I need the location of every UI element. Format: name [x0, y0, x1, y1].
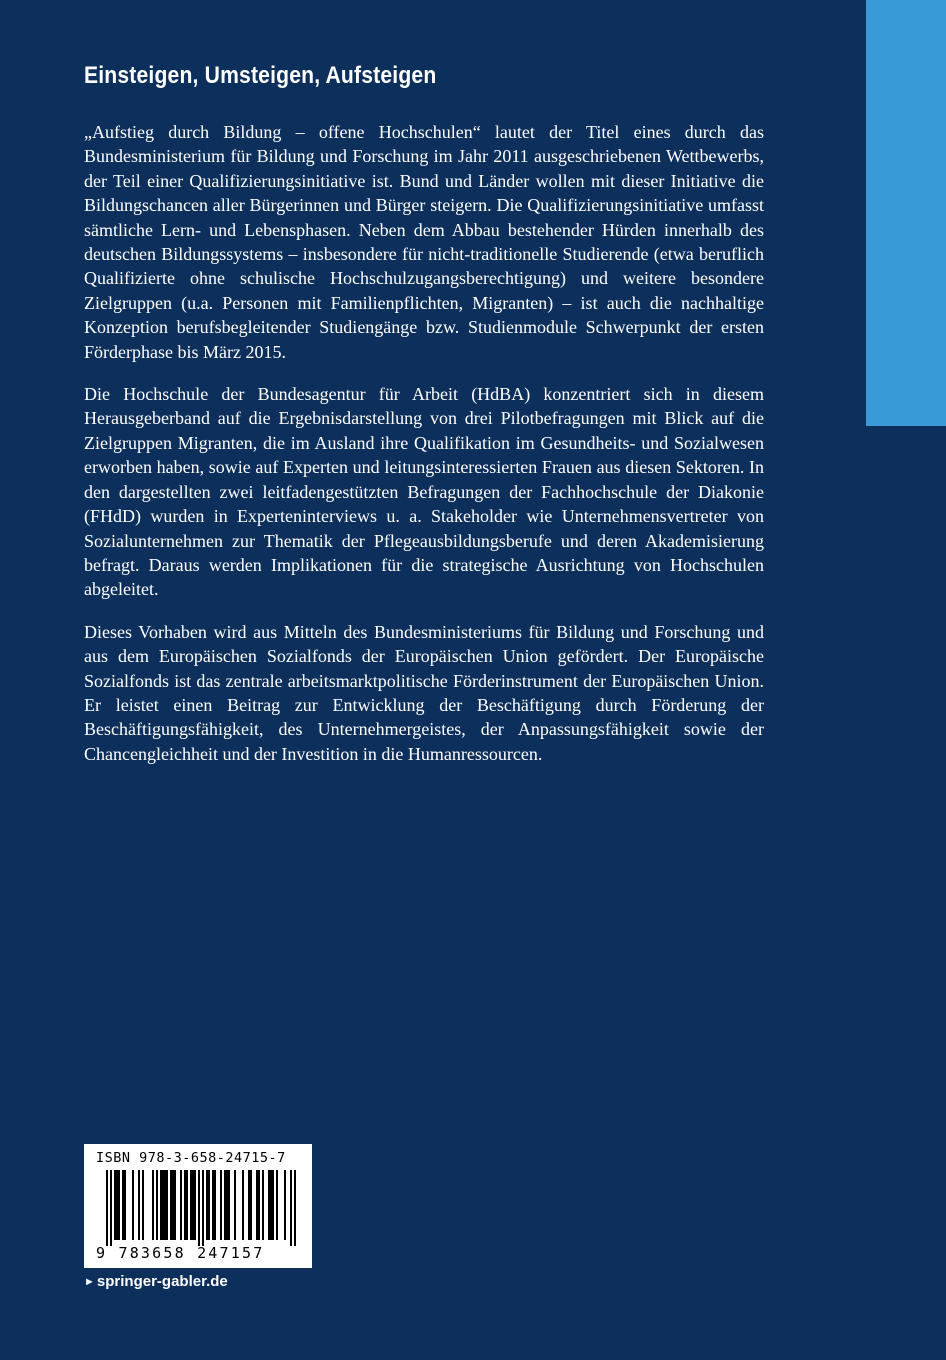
barcode-bar — [276, 1170, 278, 1240]
barcode-bar — [160, 1170, 162, 1240]
barcode-bar — [262, 1170, 264, 1240]
barcode-bar — [172, 1170, 174, 1240]
barcode-bar — [152, 1170, 154, 1240]
barcode-bar — [214, 1170, 216, 1240]
publisher-link[interactable] — [84, 1273, 228, 1290]
barcode-bar — [162, 1170, 164, 1240]
barcode-bar — [142, 1170, 144, 1240]
barcode-bar — [212, 1170, 214, 1240]
barcode-bar — [114, 1170, 116, 1240]
barcode-bar — [190, 1170, 192, 1240]
barcode-bar — [110, 1170, 112, 1246]
barcode-bar — [226, 1170, 228, 1240]
barcode-bar — [248, 1170, 250, 1240]
barcode-bar — [156, 1170, 158, 1240]
blurb-text — [84, 120, 764, 784]
barcode-bar — [220, 1170, 222, 1240]
barcode-bar — [290, 1170, 292, 1246]
barcode-icon — [94, 1170, 302, 1246]
barcode-bar — [272, 1170, 274, 1240]
barcode-bar — [284, 1170, 286, 1240]
barcode-bar — [122, 1170, 124, 1240]
barcode-bar — [170, 1170, 172, 1240]
barcode-bar — [180, 1170, 182, 1240]
barcode-bar — [192, 1170, 194, 1240]
publisher-link-text: springer-gabler.de — [96, 1273, 228, 1290]
barcode-bar — [250, 1170, 252, 1240]
barcode-bar — [186, 1170, 188, 1240]
barcode-bar — [138, 1170, 140, 1240]
barcode-bar — [184, 1170, 186, 1240]
barcode-bar — [194, 1170, 196, 1240]
barcode-bar — [208, 1170, 210, 1240]
barcode-bar — [118, 1170, 120, 1240]
barcode-bar — [124, 1170, 126, 1240]
barcode-bar — [242, 1170, 244, 1240]
barcode-bar — [268, 1170, 270, 1240]
paragraph-3: Dieses Vorhaben wird aus Mitteln des Bundesministeriums für Bildung und Forschung und aus dem Europäischen Sozialfonds der Europäischen Union gefördert. Der Europäische Sozialfonds ist das zentrale arbeitsmarktpolitische Förderinstrument der Europäischen Union. Er leistet einen Beitrag zur Entwicklung der Beschäftigung durch Förderung der Beschäftigungsfähigkeit, des Unternehmergeistes, der Anpassungsfähigkeit sowie der Chancengleichheit und der Investition in die Humanressourcen. — [84, 621, 764, 764]
isbn-barcode — [84, 1144, 312, 1268]
accent-bar — [866, 0, 946, 426]
barcode-bar — [294, 1170, 296, 1246]
barcode-bar — [164, 1170, 166, 1240]
barcode-bar — [202, 1170, 204, 1246]
barcode-bar — [106, 1170, 108, 1246]
barcode-bar — [234, 1170, 236, 1240]
isbn-label: ISBN 978-3-658-24715-7 — [96, 1150, 286, 1166]
paragraph-2: Die Hochschule der Bundesagentur für Arbeit (HdBA) konzentriert sich in diesem Herausgeberband auf die Ergebnisdarstellung von drei Pilotbefragungen mit Blick auf die Zielgruppen Migranten, die im Ausland ihre Qualifikation im Gesundheits- und Sozialwesen erworben haben, sowie auf Experten und leitungsinteressierten Frauen aus diesen Sektoren. In den dargestellten zwei leitfadengestützten Befragungen der Fachhochschule der Diakonie (FHdD) wurden in Experteninterviews u. a. Stakeholder wie Unternehmensvertreter von Sozialunternehmen zur Thematik der Pflegeausbildungsberufe und deren Akademisierung befragt. Daraus werden Implikationen für die strategische Ausrichtung von Hochschulen abgeleitet. — [84, 384, 764, 600]
barcode-bar — [132, 1170, 134, 1240]
page-title: Einsteigen, Umsteigen, Aufsteigen — [84, 62, 437, 89]
paragraph-1: „Aufstieg durch Bildung – offene Hochschulen“ lautet der Titel eines durch das Bundesministerium für Bildung und Forschung im Jahr 2011 ausgeschriebenen Wettbewerbs, der Teil einer Qualifizierungsinitiative ist. Bund und Länder wollen mit dieser Initiative die Bildungschancen aller Bürgerinnen und Bürger steigern. Die Qualifizierungsinitiative umfasst sämtliche Lern- und Lebensphasen. Neben dem Abbau bestehender Hürden innerhalb des deutschen Bildungssystems – insbesondere für nicht-traditionelle Studierende (etwa beruflich Qualifizierte ohne schulische Hochschulzugangsberechtigung) und weitere besondere Zielgruppen (u.a. Personen mit Familienpflichten, Migranten) – ist auch die nachhaltige Konzeption berufsbegleitender Studiengänge bzw. Studienmodule Schwerpunkt der ersten Förderphase bis März 2015. — [84, 122, 764, 362]
barcode-bar — [198, 1170, 200, 1246]
barcode-bar — [228, 1170, 230, 1240]
ean-digits: 9 783658 247157 — [96, 1244, 265, 1262]
barcode-bar — [258, 1170, 260, 1240]
barcode-bar — [270, 1170, 272, 1240]
barcode-bar — [256, 1170, 258, 1240]
barcode-bar — [206, 1170, 208, 1240]
barcode-bar — [174, 1170, 176, 1240]
arrow-icon: ► — [84, 1276, 95, 1288]
barcode-bar — [224, 1170, 226, 1240]
barcode-bar — [166, 1170, 168, 1240]
barcode-bar — [116, 1170, 118, 1240]
